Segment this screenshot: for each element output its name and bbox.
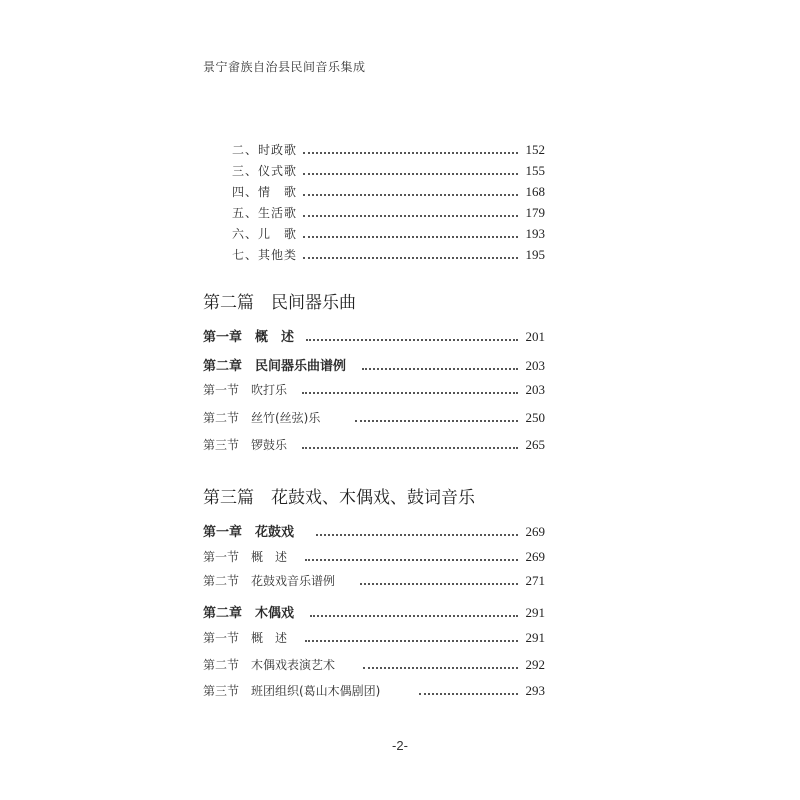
toc-section <box>0 624 800 648</box>
dot-leader <box>302 392 518 394</box>
toc-entry-page: 195 <box>525 247 545 262</box>
dot-leader <box>303 173 518 175</box>
toc-entry-label: 第一节 概 述 <box>203 631 288 645</box>
toc-entry-label: 第二章 木偶戏 <box>203 606 295 621</box>
toc-entry-page: 203 <box>525 358 545 373</box>
running-header: 景宁畲族自治县民间音乐集成 <box>203 60 366 74</box>
dot-leader <box>303 236 518 238</box>
dot-leader <box>316 534 518 536</box>
toc-chapter <box>0 352 800 376</box>
toc-entry-page: 250 <box>525 410 545 425</box>
toc-section <box>0 567 800 591</box>
toc-entry-page: 291 <box>525 605 545 620</box>
toc-section <box>0 651 800 675</box>
dot-leader <box>306 339 518 341</box>
toc-chapter <box>0 518 800 542</box>
toc-entry-page: 292 <box>525 657 545 672</box>
dot-leader <box>363 667 518 669</box>
toc-entry-page: 155 <box>525 163 545 178</box>
toc-entry-label: 第一章 概 述 <box>203 330 295 345</box>
toc-entry-label: 四、情 歌 <box>232 185 298 199</box>
toc-entry-label: 第三节 班团组织(葛山木偶剧团) <box>203 684 381 698</box>
toc-entry <box>0 241 800 265</box>
toc-section <box>0 543 800 567</box>
part-title: 第三篇 花鼓戏、木偶戏、鼓词音乐 <box>203 488 475 508</box>
toc-entry-page: 193 <box>525 226 545 241</box>
dot-leader <box>355 420 518 422</box>
toc-section <box>0 431 800 455</box>
page-number: -2- <box>392 738 408 753</box>
toc-chapter <box>0 323 800 347</box>
toc-entry-label: 六、儿 歌 <box>232 227 298 241</box>
toc-entry-page: 265 <box>525 437 545 452</box>
dot-leader <box>362 368 518 370</box>
toc-entry-page: 203 <box>525 382 545 397</box>
dot-leader <box>360 583 518 585</box>
dot-leader <box>305 640 518 642</box>
toc-entry-label: 七、其他类 <box>232 248 298 262</box>
toc-entry-page: 179 <box>525 205 545 220</box>
dot-leader <box>419 693 518 695</box>
toc-chapter <box>0 599 800 623</box>
toc-entry-label: 第二章 民间器乐曲谱例 <box>203 359 347 374</box>
dot-leader <box>310 615 518 617</box>
toc-entry-label: 第一节 吹打乐 <box>203 383 288 397</box>
dot-leader <box>303 215 518 217</box>
toc-entry-label: 第二节 丝竹(丝弦)乐 <box>203 411 321 425</box>
toc-entry-label: 三、仪式歌 <box>232 164 298 178</box>
toc-entry-label: 第二节 花鼓戏音乐谱例 <box>203 574 336 588</box>
toc-entry-page: 291 <box>525 630 545 645</box>
part-title: 第二篇 民间器乐曲 <box>203 293 356 313</box>
toc-entry-label: 第一节 概 述 <box>203 550 288 564</box>
toc-entry-page: 271 <box>525 573 545 588</box>
toc-entry-label: 五、生活歌 <box>232 206 298 220</box>
toc-entry-page: 152 <box>525 142 545 157</box>
toc-entry-page: 201 <box>525 329 545 344</box>
toc-entry-page: 293 <box>525 683 545 698</box>
toc-entry-page: 168 <box>525 184 545 199</box>
toc-section <box>0 677 800 701</box>
toc-entry-page: 269 <box>525 524 545 539</box>
dot-leader <box>303 257 518 259</box>
dot-leader <box>303 194 518 196</box>
toc-entry-label: 二、时政歌 <box>232 143 298 157</box>
dot-leader <box>303 152 518 154</box>
dot-leader <box>302 447 518 449</box>
toc-entry-label: 第一章 花鼓戏 <box>203 525 295 540</box>
toc-entry-label: 第三节 锣鼓乐 <box>203 438 288 452</box>
toc-entry-label: 第二节 木偶戏表演艺术 <box>203 658 336 672</box>
dot-leader <box>305 559 518 561</box>
toc-section <box>0 404 800 428</box>
toc-section <box>0 376 800 400</box>
toc-entry-page: 269 <box>525 549 545 564</box>
